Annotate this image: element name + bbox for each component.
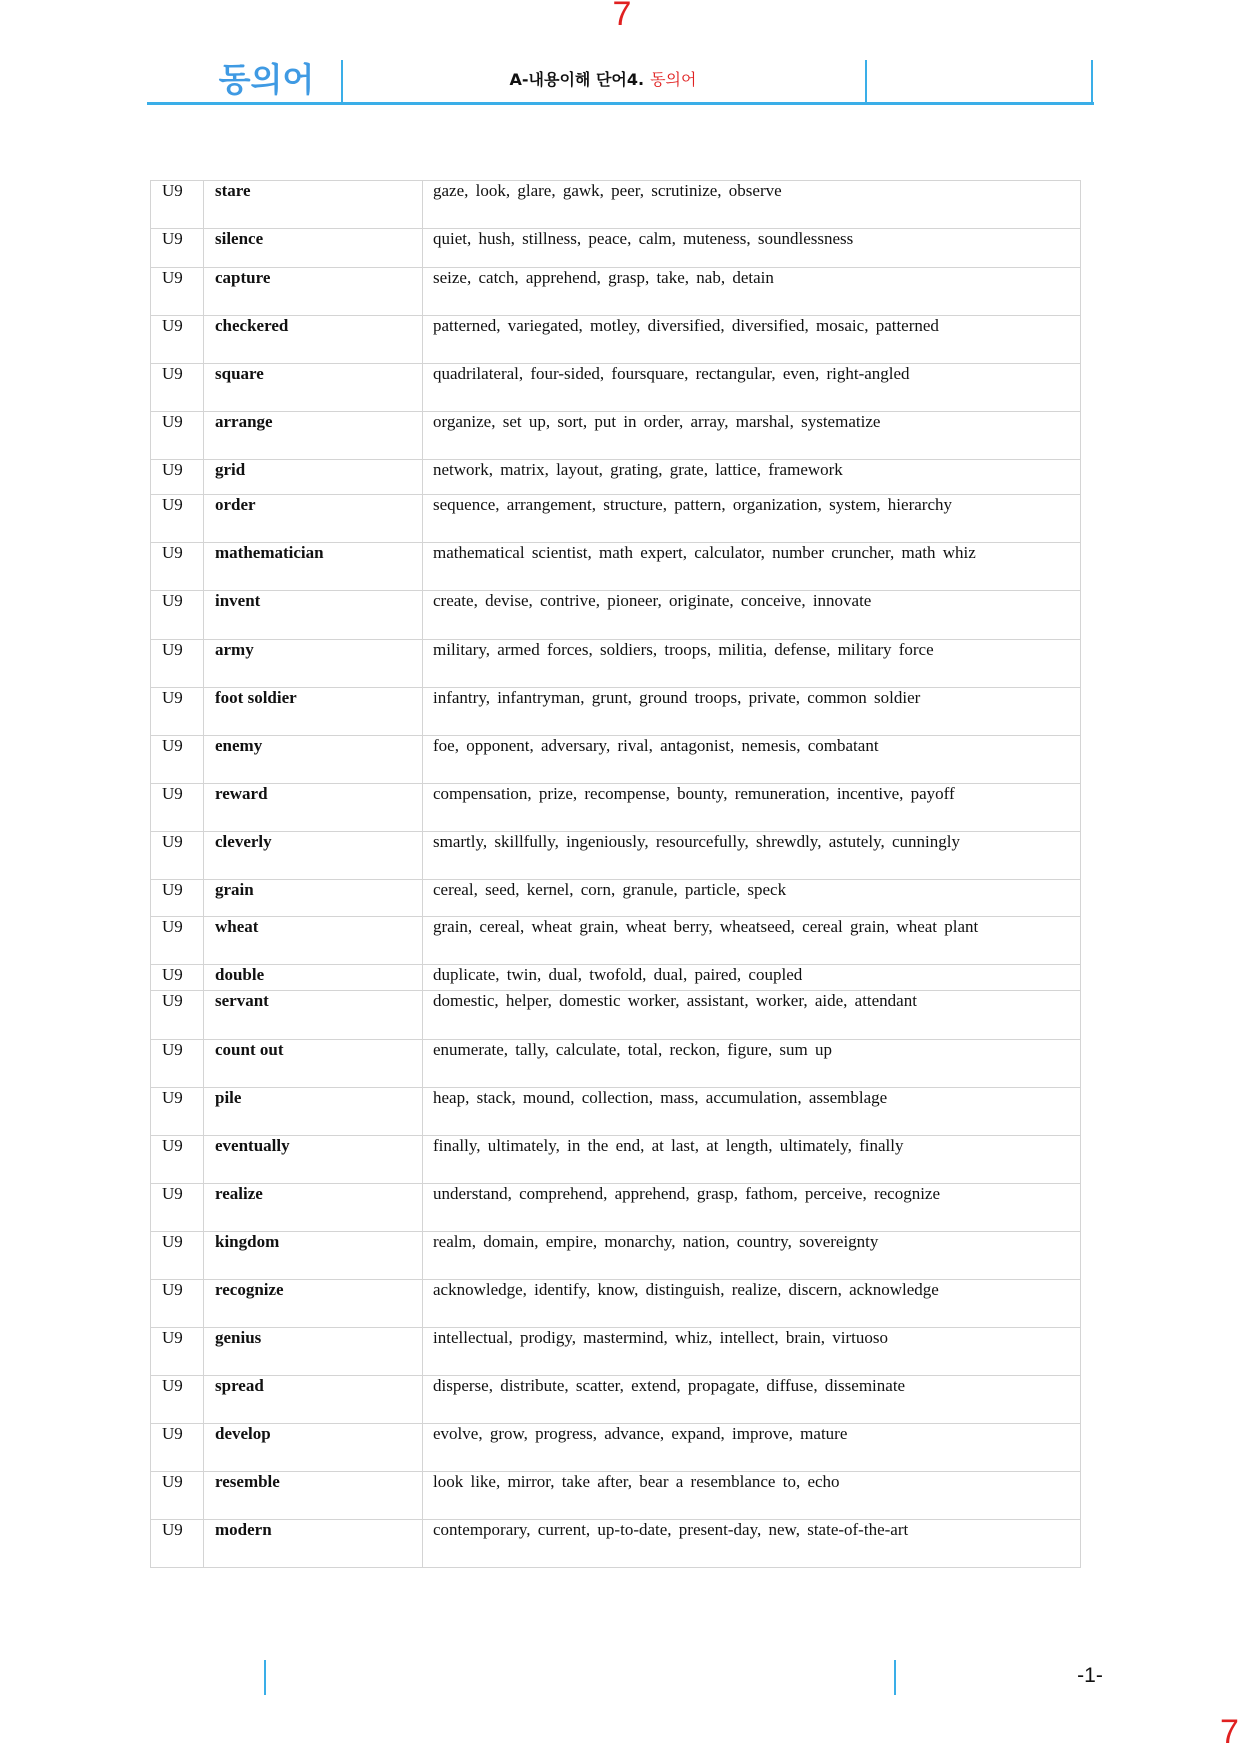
synonyms-cell: network, matrix, layout, grating, grate, lattice, framework	[423, 460, 1081, 495]
word-cell: recognize	[204, 1280, 423, 1328]
table-row	[151, 965, 1081, 991]
table-row	[151, 1472, 1081, 1520]
unit-cell: U9	[151, 1328, 204, 1376]
table-row	[151, 1232, 1081, 1280]
word-cell: servant	[204, 991, 423, 1040]
table-row	[151, 688, 1081, 736]
synonyms-cell: domestic, helper, domestic worker, assistant, worker, aide, attendant	[423, 991, 1081, 1040]
word-cell: count out	[204, 1040, 423, 1088]
synonyms-cell: compensation, prize, recompense, bounty, remuneration, incentive, payoff	[423, 784, 1081, 832]
unit-cell: U9	[151, 460, 204, 495]
word-cell: cleverly	[204, 832, 423, 880]
synonyms-cell: gaze, look, glare, gawk, peer, scrutinize, observe	[423, 181, 1081, 229]
table-row	[151, 832, 1081, 880]
synonyms-cell: infantry, infantryman, grunt, ground troops, private, common soldier	[423, 688, 1081, 736]
synonyms-cell: contemporary, current, up-to-date, present-day, new, state-of-the-art	[423, 1520, 1081, 1568]
synonyms-cell: acknowledge, identify, know, distinguish, realize, discern, acknowledge	[423, 1280, 1081, 1328]
table-row	[151, 991, 1081, 1040]
unit-cell: U9	[151, 268, 204, 316]
unit-cell: U9	[151, 688, 204, 736]
synonyms-cell: finally, ultimately, in the end, at last, at length, ultimately, finally	[423, 1136, 1081, 1184]
synonyms-cell: quiet, hush, stillness, peace, calm, muteness, soundlessness	[423, 229, 1081, 268]
word-cell: grid	[204, 460, 423, 495]
word-cell: grain	[204, 880, 423, 917]
table-row	[151, 1040, 1081, 1088]
word-cell: genius	[204, 1328, 423, 1376]
word-cell: checkered	[204, 316, 423, 364]
unit-cell: U9	[151, 832, 204, 880]
unit-cell: U9	[151, 1040, 204, 1088]
unit-cell: U9	[151, 364, 204, 412]
footer-divider-right	[894, 1660, 896, 1695]
header-subtitle	[343, 68, 863, 92]
synonyms-cell: grain, cereal, wheat grain, wheat berry, wheatseed, cereal grain, wheat plant	[423, 917, 1081, 965]
table-row	[151, 364, 1081, 412]
unit-cell: U9	[151, 1184, 204, 1232]
synonyms-cell: cereal, seed, kernel, corn, granule, particle, speck	[423, 880, 1081, 917]
table-row	[151, 543, 1081, 591]
word-cell: double	[204, 965, 423, 991]
unit-cell: U9	[151, 917, 204, 965]
unit-cell: U9	[151, 1232, 204, 1280]
table-row	[151, 316, 1081, 364]
word-cell: stare	[204, 181, 423, 229]
unit-cell: U9	[151, 640, 204, 688]
table-row	[151, 1520, 1081, 1568]
table-row	[151, 1184, 1081, 1232]
unit-cell: U9	[151, 784, 204, 832]
synonyms-cell: heap, stack, mound, collection, mass, accumulation, assemblage	[423, 1088, 1081, 1136]
word-cell: pile	[204, 1088, 423, 1136]
word-cell: realize	[204, 1184, 423, 1232]
unit-cell: U9	[151, 1472, 204, 1520]
table-row	[151, 736, 1081, 784]
header-section-label: A-내용이해 단어4.	[509, 70, 645, 89]
table-row	[151, 917, 1081, 965]
table-row	[151, 591, 1081, 640]
top-page-mark: 7	[612, 0, 632, 33]
word-cell: develop	[204, 1424, 423, 1472]
synonyms-cell: realm, domain, empire, monarchy, nation, country, sovereignty	[423, 1232, 1081, 1280]
synonyms-cell: intellectual, prodigy, mastermind, whiz, intellect, brain, virtuoso	[423, 1328, 1081, 1376]
word-cell: arrange	[204, 412, 423, 460]
synonyms-cell: foe, opponent, adversary, rival, antagonist, nemesis, combatant	[423, 736, 1081, 784]
word-cell: order	[204, 495, 423, 543]
table-row	[151, 1136, 1081, 1184]
header-title: 동의어	[218, 60, 315, 99]
word-cell: invent	[204, 591, 423, 640]
table-row	[151, 460, 1081, 495]
synonym-table-body	[151, 181, 1081, 1568]
table-row	[151, 1424, 1081, 1472]
unit-cell: U9	[151, 181, 204, 229]
word-cell: eventually	[204, 1136, 423, 1184]
word-cell: enemy	[204, 736, 423, 784]
header-divider-right	[865, 60, 867, 105]
unit-cell: U9	[151, 412, 204, 460]
unit-cell: U9	[151, 495, 204, 543]
synonyms-cell: military, armed forces, soldiers, troops, militia, defense, military force	[423, 640, 1081, 688]
synonyms-cell: seize, catch, apprehend, grasp, take, nab, detain	[423, 268, 1081, 316]
unit-cell: U9	[151, 543, 204, 591]
header-divider-end	[1091, 60, 1093, 105]
word-cell: foot soldier	[204, 688, 423, 736]
synonyms-cell: look like, mirror, take after, bear a resemblance to, echo	[423, 1472, 1081, 1520]
word-cell: wheat	[204, 917, 423, 965]
table-row	[151, 1280, 1081, 1328]
table-row	[151, 229, 1081, 268]
page-header	[147, 58, 1094, 105]
unit-cell: U9	[151, 1136, 204, 1184]
synonyms-cell: smartly, skillfully, ingeniously, resourcefully, shrewdly, astutely, cunningly	[423, 832, 1081, 880]
unit-cell: U9	[151, 965, 204, 991]
synonyms-cell: duplicate, twin, dual, twofold, dual, paired, coupled	[423, 965, 1081, 991]
synonyms-cell: evolve, grow, progress, advance, expand, improve, mature	[423, 1424, 1081, 1472]
word-cell: army	[204, 640, 423, 688]
unit-cell: U9	[151, 1376, 204, 1424]
synonyms-cell: sequence, arrangement, structure, pattern, organization, system, hierarchy	[423, 495, 1081, 543]
unit-cell: U9	[151, 991, 204, 1040]
synonyms-cell: organize, set up, sort, put in order, array, marshal, systematize	[423, 412, 1081, 460]
word-cell: square	[204, 364, 423, 412]
table-row	[151, 784, 1081, 832]
unit-cell: U9	[151, 1280, 204, 1328]
unit-cell: U9	[151, 1088, 204, 1136]
synonyms-cell: mathematical scientist, math expert, calculator, number cruncher, math whiz	[423, 543, 1081, 591]
synonyms-cell: disperse, distribute, scatter, extend, propagate, diffuse, disseminate	[423, 1376, 1081, 1424]
table-row	[151, 181, 1081, 229]
word-cell: silence	[204, 229, 423, 268]
header-section-accent: 동의어	[650, 70, 697, 89]
unit-cell: U9	[151, 1520, 204, 1568]
unit-cell: U9	[151, 229, 204, 268]
synonyms-cell: understand, comprehend, apprehend, grasp, fathom, perceive, recognize	[423, 1184, 1081, 1232]
table-row	[151, 1088, 1081, 1136]
synonyms-cell: patterned, variegated, motley, diversified, diversified, mosaic, patterned	[423, 316, 1081, 364]
corner-page-mark: 7	[1220, 1713, 1239, 1751]
page-number: -1-	[1077, 1664, 1103, 1687]
table-row	[151, 880, 1081, 917]
synonym-table	[150, 180, 1081, 1568]
unit-cell: U9	[151, 316, 204, 364]
unit-cell: U9	[151, 591, 204, 640]
word-cell: resemble	[204, 1472, 423, 1520]
word-cell: kingdom	[204, 1232, 423, 1280]
table-row	[151, 412, 1081, 460]
synonyms-cell: create, devise, contrive, pioneer, originate, conceive, innovate	[423, 591, 1081, 640]
table-row	[151, 268, 1081, 316]
unit-cell: U9	[151, 736, 204, 784]
table-row	[151, 640, 1081, 688]
table-row	[151, 495, 1081, 543]
word-cell: modern	[204, 1520, 423, 1568]
synonyms-cell: quadrilateral, four-sided, foursquare, rectangular, even, right-angled	[423, 364, 1081, 412]
table-row	[151, 1376, 1081, 1424]
word-cell: spread	[204, 1376, 423, 1424]
footer-divider-left	[264, 1660, 266, 1695]
unit-cell: U9	[151, 1424, 204, 1472]
table-row	[151, 1328, 1081, 1376]
word-cell: capture	[204, 268, 423, 316]
synonyms-cell: enumerate, tally, calculate, total, reckon, figure, sum up	[423, 1040, 1081, 1088]
word-cell: mathematician	[204, 543, 423, 591]
word-cell: reward	[204, 784, 423, 832]
unit-cell: U9	[151, 880, 204, 917]
header-rule	[147, 102, 1094, 105]
